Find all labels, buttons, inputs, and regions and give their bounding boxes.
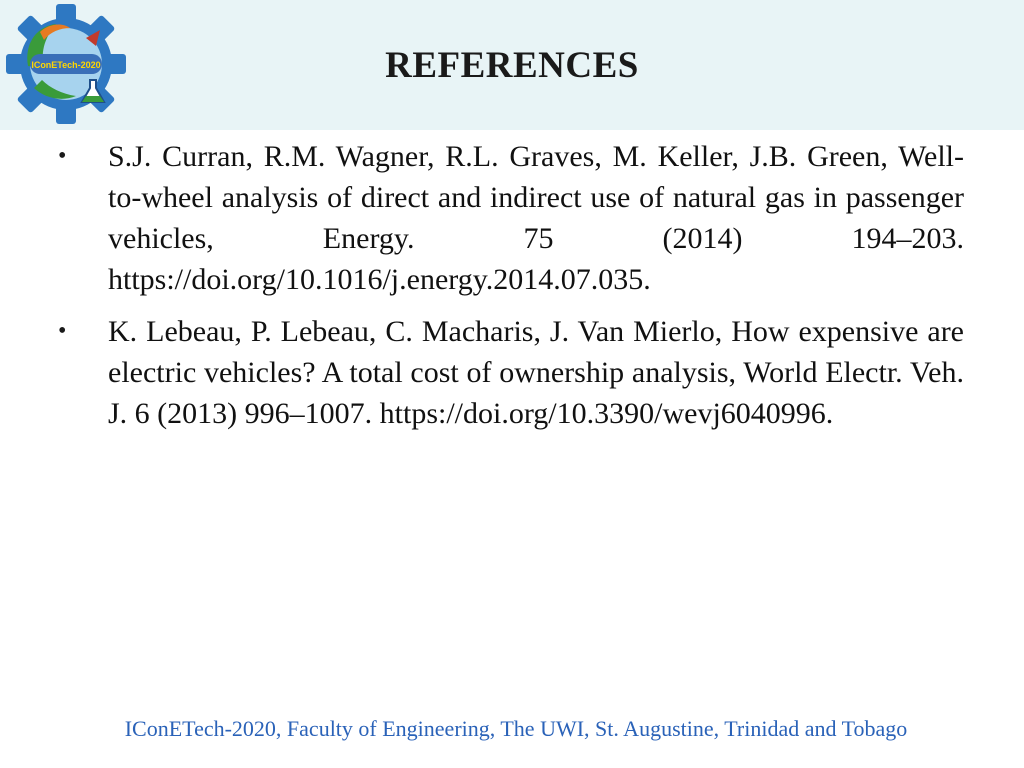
page-title: REFERENCES <box>385 45 639 86</box>
list-item <box>56 136 964 300</box>
bullet-icon: • <box>58 318 67 344</box>
reference-text: S.J. Curran, R.M. Wagner, R.L. Graves, M. Keller, J.B. Green, Well-to-wheel analysis of direct and indirect use of natural gas in passenger vehicles, Energy. 75 (2014) 194–203. https://doi.org/10.1016/j.energy.2014.07.035. <box>108 140 964 296</box>
bullet-icon: • <box>58 143 67 169</box>
list-item <box>56 311 964 434</box>
footer-text: IConETech-2020, Faculty of Engineering, The UWI, St. Augustine, Trinidad and Tobago <box>124 716 908 741</box>
reference-list <box>56 136 964 445</box>
reference-text: K. Lebeau, P. Lebeau, C. Macharis, J. Van Mierlo, How expensive are electric vehicles? A total cost of ownership analysis, World Electr. Veh. J. 6 (2013) 996–1007. https://doi.org/10.3390/wevj6040996. <box>108 315 964 430</box>
logo-text: IConETech-2020 <box>31 60 101 70</box>
